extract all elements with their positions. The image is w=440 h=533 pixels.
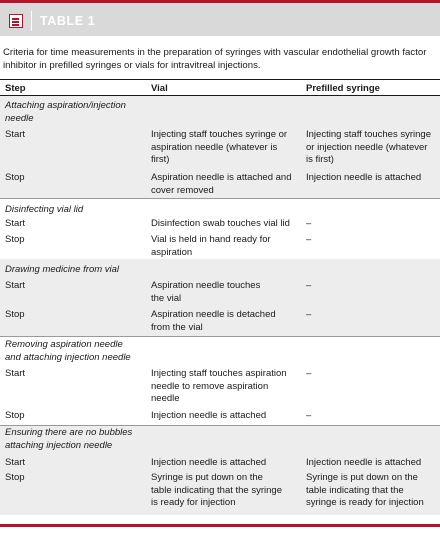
section-disinfecting-lid [0, 199, 440, 259]
vial-cell: Injection needle is attached [151, 410, 267, 421]
prefilled-cell: Syringe is put down on the table indicating that the syringe is ready for injection [306, 472, 424, 508]
table-title-bar [0, 0, 440, 36]
vial-cell: Disinfection swab touches vial lid [151, 218, 290, 229]
section-title: Attaching aspiration/injection needle [5, 100, 126, 124]
table-caption: Criteria for time measurements in the preparation of syringes with vascular endothelial growth factor inhibitor in prefilled syringes or vials for intravitreal injections. [3, 47, 427, 71]
step-cell: Stop [5, 234, 25, 245]
step-cell: Stop [5, 472, 25, 483]
step-cell: Start [5, 129, 26, 140]
vial-cell: Aspiration needle touches the vial [151, 280, 261, 304]
step-cell: Stop [5, 410, 25, 421]
vial-cell: Vial is held in hand ready for aspiration [151, 234, 271, 258]
table-bottom-rule [0, 524, 440, 527]
table-header [0, 79, 440, 96]
title-divider [31, 11, 32, 31]
prefilled-cell: – [306, 368, 312, 379]
section-title: Ensuring there are no bubbles attaching injection needle [5, 427, 133, 451]
prefilled-cell: Injection needle is attached [306, 172, 422, 183]
vial-cell: Injection needle is attached [151, 457, 267, 468]
prefilled-cell: – [306, 280, 312, 291]
prefilled-cell: Injecting staff touches syringe or injection needle (whatever is first) [306, 129, 431, 165]
header-vial: Vial [151, 83, 168, 94]
step-cell: Start [5, 280, 26, 291]
vial-cell: Syringe is put down on the table indicating that the syringe is ready for injection [151, 472, 282, 508]
header-prefilled-syringe: Prefilled syringe [306, 83, 380, 94]
section-removing-aspiration-needle [0, 337, 440, 426]
section-title: Disinfecting vial lid [5, 204, 84, 215]
section-title: Removing aspiration needle and attaching injection needle [5, 339, 131, 363]
step-cell: Stop [5, 309, 25, 320]
prefilled-cell: – [306, 234, 312, 245]
section-attaching-needle [0, 96, 440, 199]
vial-cell: Aspiration needle is detached from the vial [151, 309, 276, 333]
table-label: TABLE 1 [40, 14, 96, 28]
section-drawing-medicine [0, 259, 440, 337]
prefilled-cell: – [306, 410, 312, 421]
table-icon [9, 14, 23, 28]
section-title: Drawing medicine from vial [5, 264, 120, 275]
prefilled-cell: – [306, 218, 312, 229]
section-ensuring-no-bubbles [0, 426, 440, 515]
header-step: Step [5, 83, 26, 94]
vial-cell: Injecting staff touches aspiration needle to remove aspiration needle [151, 368, 287, 404]
prefilled-cell: – [306, 309, 312, 320]
step-cell: Start [5, 368, 26, 379]
step-cell: Stop [5, 172, 25, 183]
prefilled-cell: Injection needle is attached [306, 457, 422, 468]
vial-cell: Injecting staff touches syringe or aspiration needle (whatever is first) [151, 129, 288, 165]
vial-cell: Aspiration needle is attached and cover removed [151, 172, 292, 196]
step-cell: Start [5, 218, 26, 229]
step-cell: Start [5, 457, 26, 468]
